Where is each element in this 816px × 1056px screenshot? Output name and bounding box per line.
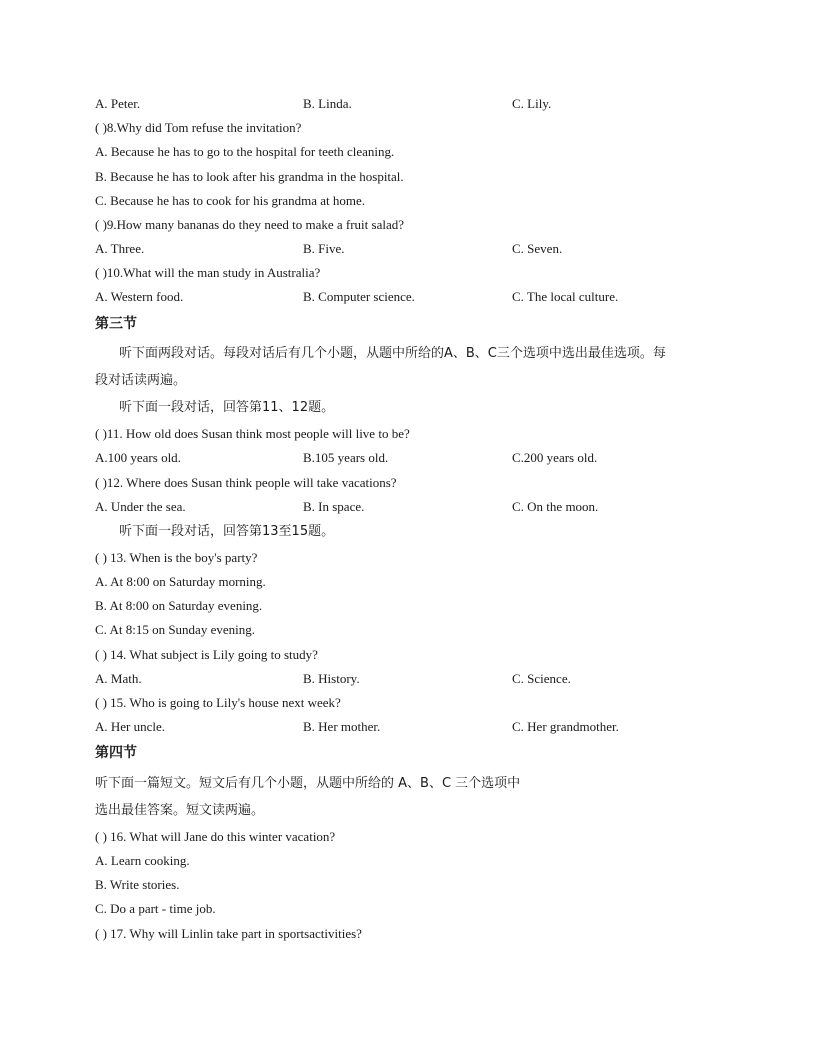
q12-stem: ( )12. Where does Susan think people will take vacations? [95,475,397,490]
q14-option-c: C. Science. [512,671,571,686]
q11-stem: ( )11. How old does Susan think most people will live to be? [95,426,410,441]
q15-option-c: C. Her grandmother. [512,719,619,734]
q15-stem: ( ) 15. Who is going to Lily's house next week? [95,695,341,710]
q10-option-a: A. Western food. [95,289,184,304]
q11-option-b: B.105 years old. [303,450,389,465]
q16-stem: ( ) 16. What will Jane do this winter vacation? [95,829,336,844]
q14-stem: ( ) 14. What subject is Lily going to study? [95,647,318,662]
q8-option-a: A. Because he has to go to the hospital for teeth cleaning. [95,144,395,159]
q13-option-c: C. At 8:15 on Sunday evening. [95,622,255,637]
q13-option-a: A. At 8:00 on Saturday morning. [95,574,266,589]
q16-option-c: C. Do a part - time job. [95,901,216,916]
section3-instructions-line2: 段对话读两遍。 [95,373,187,388]
section3-dialog1-intro: 听下面一段对话，回答第11、12题。 [119,400,335,415]
q8-option-c: C. Because he has to cook for his grandma at home. [95,193,366,208]
q9-option-a: A. Three. [95,241,145,256]
q7-option-c: C. Lily. [512,96,552,111]
q8-option-b: B. Because he has to look after his grandma in the hospital. [95,169,404,184]
section3-instructions-line1: 听下面两段对话。每段对话后有几个小题，从题中所给的A、B、C三个选项中选出最佳选项。每 [119,346,666,361]
q16-option-a: A. Learn cooking. [95,853,190,868]
section4-title: 第四节 [95,745,137,761]
q11-option-c: C.200 years old. [512,450,598,465]
section4-instructions-line1: 听下面一篇短文。短文后有几个小题，从题中所给的 A、B、C 三个选项中 [95,776,521,791]
section3-title: 第三节 [95,316,137,332]
q17-stem: ( ) 17. Why will Linlin take part in sportsactivities? [95,926,362,941]
q7-option-b: B. Linda. [303,96,352,111]
q9-stem: ( )9.How many bananas do they need to make a fruit salad? [95,217,405,232]
section3-dialog2-intro: 听下面一段对话，回答第13至15题。 [119,524,335,539]
q11-option-a: A.100 years old. [95,450,181,465]
q12-option-b: B. In space. [303,499,365,514]
q10-option-c: C. The local culture. [512,289,619,304]
q8-stem: ( )8.Why did Tom refuse the invitation? [95,120,302,135]
q12-option-c: C. On the moon. [512,499,599,514]
q13-stem: ( ) 13. When is the boy's party? [95,550,258,565]
q9-option-c: C. Seven. [512,241,563,256]
q13-option-b: B. At 8:00 on Saturday evening. [95,598,263,613]
q15-option-a: A. Her uncle. [95,719,166,734]
q14-option-b: B. History. [303,671,360,686]
q9-option-b: B. Five. [303,241,345,256]
q16-option-b: B. Write stories. [95,877,180,892]
q7-option-a: A. Peter. [95,96,141,111]
section4-instructions-line2: 选出最佳答案。短文读两遍。 [95,803,265,818]
q10-stem: ( )10.What will the man study in Australia? [95,265,321,280]
q14-option-a: A. Math. [95,671,142,686]
q15-option-b: B. Her mother. [303,719,381,734]
q12-option-a: A. Under the sea. [95,499,186,514]
q10-option-b: B. Computer science. [303,289,415,304]
